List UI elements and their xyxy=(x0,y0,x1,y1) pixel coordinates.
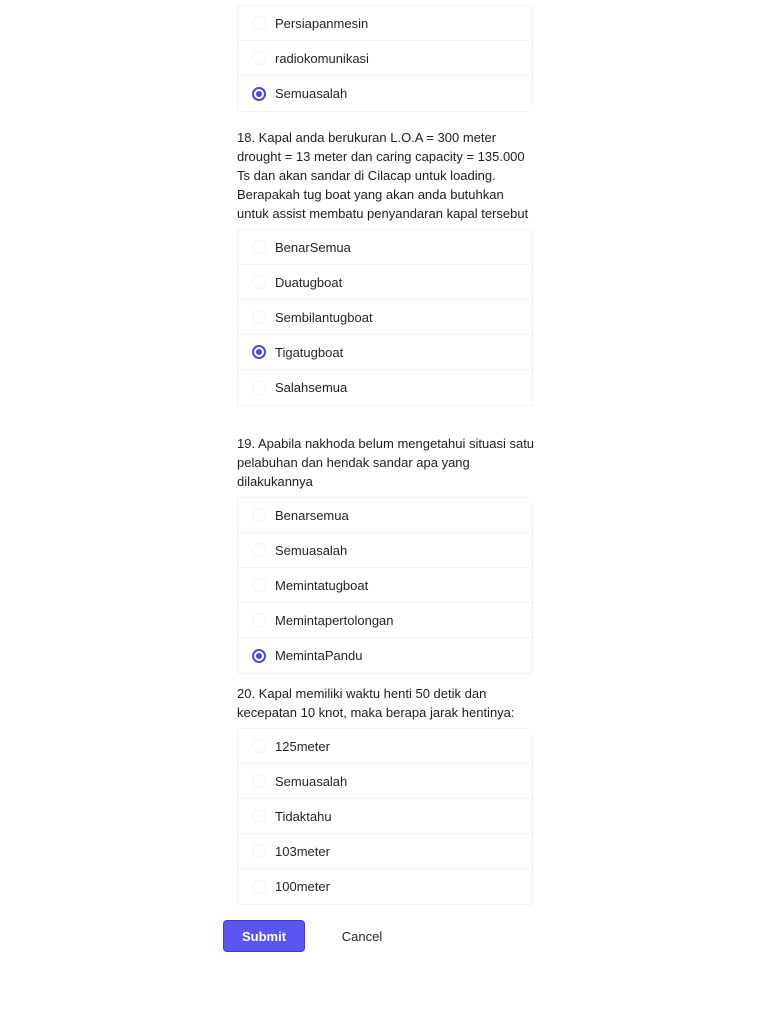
q19-option-1[interactable] xyxy=(238,498,532,533)
option-label: MemintaPandu xyxy=(275,648,363,663)
q20-option-4[interactable] xyxy=(238,834,532,869)
radio-button[interactable] xyxy=(252,844,266,858)
radio-button[interactable] xyxy=(252,809,266,823)
radio-button[interactable] xyxy=(252,240,266,254)
radio-button[interactable] xyxy=(252,613,266,627)
q17-options xyxy=(237,5,533,112)
q18-option-3[interactable] xyxy=(238,300,532,335)
question-text: 19. Apabila nakhoda belum mengetahui situasi satu pelabuhan dan hendak sandar apa yang dilakukannya xyxy=(237,436,535,489)
radio-button[interactable] xyxy=(252,51,266,65)
option-label: Semuasalah xyxy=(275,542,348,558)
option-label: Tidaktahu xyxy=(275,808,332,824)
submit-button[interactable]: Submit xyxy=(223,920,305,952)
option-label: BenarSemua xyxy=(275,239,351,255)
cancel-button[interactable]: Cancel xyxy=(330,920,394,952)
q19-option-5[interactable] xyxy=(238,638,532,673)
q20-options xyxy=(237,728,533,905)
option-label: Salahsemua xyxy=(275,380,348,395)
radio-button[interactable] xyxy=(252,16,266,30)
radio-button[interactable] xyxy=(252,774,266,788)
option-label: Semuasalah xyxy=(275,773,348,789)
radio-button[interactable] xyxy=(252,345,266,359)
option-label: 100meter xyxy=(275,879,330,894)
q19-options xyxy=(237,497,533,674)
radio-button[interactable] xyxy=(252,87,266,101)
radio-button[interactable] xyxy=(252,275,266,289)
question-text: 20. Kapal memiliki waktu henti 50 detik dan kecepatan 10 knot, maka berapa jarak hentinya: xyxy=(237,686,515,720)
option-label: Memintatugboat xyxy=(275,577,369,593)
option-label: Persiapanmesin xyxy=(275,15,369,31)
option-label: 125meter xyxy=(275,738,330,754)
question-20 xyxy=(237,684,537,905)
radio-button[interactable] xyxy=(252,381,266,395)
question-19 xyxy=(237,434,537,674)
q20-option-3[interactable] xyxy=(238,799,532,834)
q20-option-5[interactable] xyxy=(238,869,532,904)
radio-button[interactable] xyxy=(252,543,266,557)
option-label: radiokomunikasi xyxy=(275,50,369,66)
q18-option-2[interactable] xyxy=(238,265,532,300)
radio-button[interactable] xyxy=(252,649,266,663)
q18-option-5[interactable] xyxy=(238,370,532,405)
q19-option-3[interactable] xyxy=(238,568,532,603)
q18-options xyxy=(237,229,533,406)
option-label: Semuasalah xyxy=(275,86,348,101)
radio-button[interactable] xyxy=(252,880,266,894)
question-text: 18. Kapal anda berukuran L.O.A = 300 meter drought = 13 meter dan caring capacity = 135.000 Ts dan akan sandar di Cilacap untuk loading. Berapakah tug boat yang akan anda butuhkan untuk assist membatu penyandaran kapal tersebut xyxy=(237,130,529,221)
q20-option-2[interactable] xyxy=(238,764,532,799)
radio-button[interactable] xyxy=(252,310,266,324)
radio-button[interactable] xyxy=(252,578,266,592)
option-label: Benarsemua xyxy=(275,507,349,523)
option-label: Sembilantugboat xyxy=(275,309,373,325)
q20-option-1[interactable] xyxy=(238,729,532,764)
question-18 xyxy=(237,128,537,406)
option-label: Memintapertolongan xyxy=(275,612,394,628)
q19-option-2[interactable] xyxy=(238,533,532,568)
option-label: 103meter xyxy=(275,843,330,859)
option-label: Tigatugboat xyxy=(275,344,344,360)
question-17 xyxy=(237,5,537,112)
q17-option-3[interactable] xyxy=(238,76,532,111)
q18-option-4[interactable] xyxy=(238,335,532,370)
q17-option-1[interactable] xyxy=(238,6,532,41)
q19-option-4[interactable] xyxy=(238,603,532,638)
radio-button[interactable] xyxy=(252,508,266,522)
q17-option-2[interactable] xyxy=(238,41,532,76)
radio-button[interactable] xyxy=(252,739,266,753)
q18-option-1[interactable] xyxy=(238,230,532,265)
option-label: Duatugboat xyxy=(275,274,343,290)
